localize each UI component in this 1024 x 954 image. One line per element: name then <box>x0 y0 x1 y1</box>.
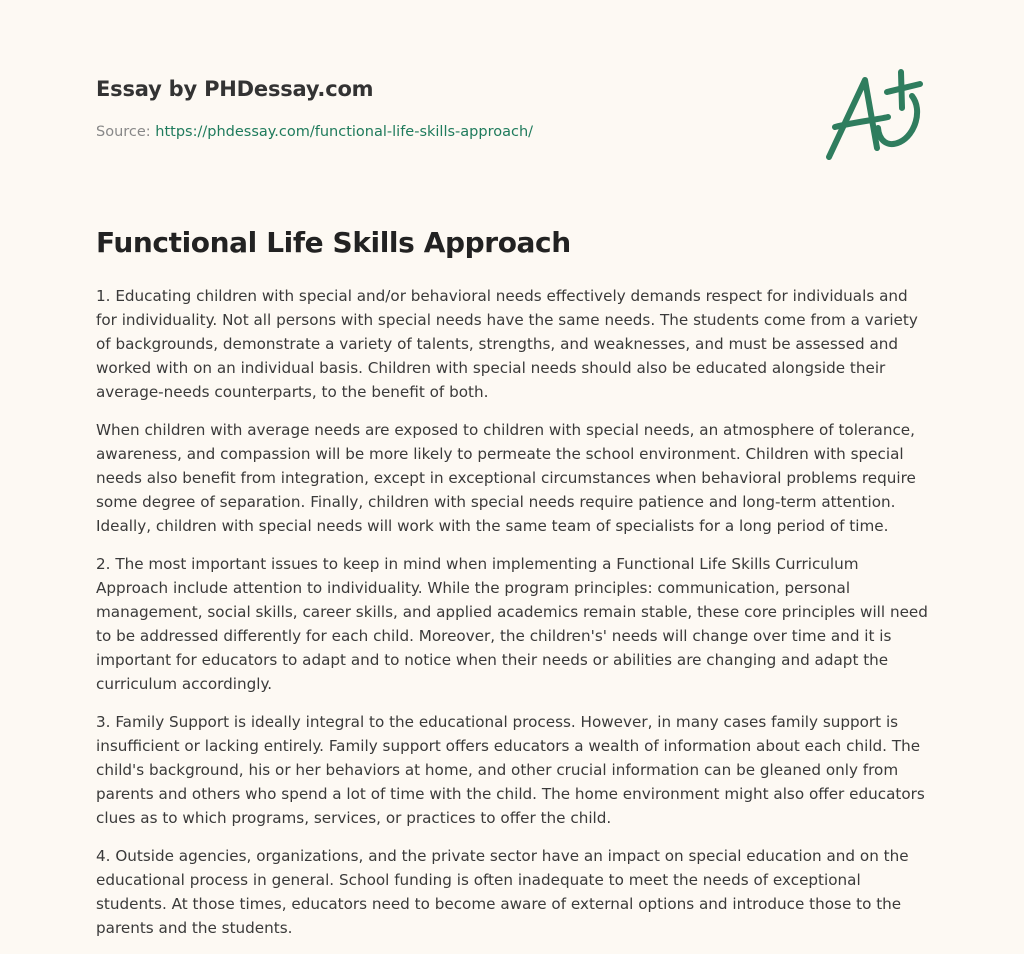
a-plus-logo-icon <box>815 60 935 170</box>
paragraph: When children with average needs are exposed to children with special needs, an atmosphere of tolerance, awareness, and compassion will be more likely to permeate the school environment. Children with special needs also benefit from integration, except in exceptional circumstances when behavioral problems require some degree of separation. Finally, children with special needs require patience and long-term attention. Ideally, children with special needs will work with the same team of specialists for a long period of time. <box>96 421 916 535</box>
paragraph: 3. Family Support is ideally integral to the educational process. However, in many cases family support is insufficient or lacking entirely. Family support offers educators a wealth of information about each child. The child's background, his or her behaviors at home, and other crucial information can be gleaned only from parents and others who spend a lot of time with the child. The home environment might also offer educators clues as to which programs, services, or practices to offer the child. <box>96 713 925 827</box>
page-header <box>0 0 1024 200</box>
paragraph: 4. Outside agencies, organizations, and the private sector have an impact on special education and on the educational process in general. School funding is often inadequate to meet the needs of exceptional students. At those times, educators need to become aware of external options and introduce those to the parents and the students. <box>96 847 909 937</box>
source-line <box>96 124 533 140</box>
source-label: Source: <box>96 124 151 140</box>
source-link[interactable]: https://phdessay.com/functional-life-skills-approach/ <box>155 124 534 140</box>
paragraph: 2. The most important issues to keep in mind when implementing a Functional Life Skills Curriculum Approach include attention to individuality. While the program principles: communication, personal management, social skills, career skills, and applied academics remain stable, these core principles will need to be addressed differently for each child. Moreover, the children's' needs will change over time and it is important for educators to adapt and to notice when their needs or abilities are changing and adapt the curriculum accordingly. <box>96 555 928 693</box>
article-title: Functional Life Skills Approach <box>96 226 571 259</box>
site-title: Essay by PHDessay.com <box>96 77 374 101</box>
paragraph: 1. Educating children with special and/or behavioral needs effectively demands respect for individuals and for individuality. Not all persons with special needs have the same needs. The students come from a variety of backgrounds, demonstrate a variety of talents, strengths, and weaknesses, and must be assessed and worked with on an individual basis. Children with special needs should also be educated alongside their average-needs counterparts, to the benefit of both. <box>96 287 918 401</box>
article-body <box>96 284 932 954</box>
